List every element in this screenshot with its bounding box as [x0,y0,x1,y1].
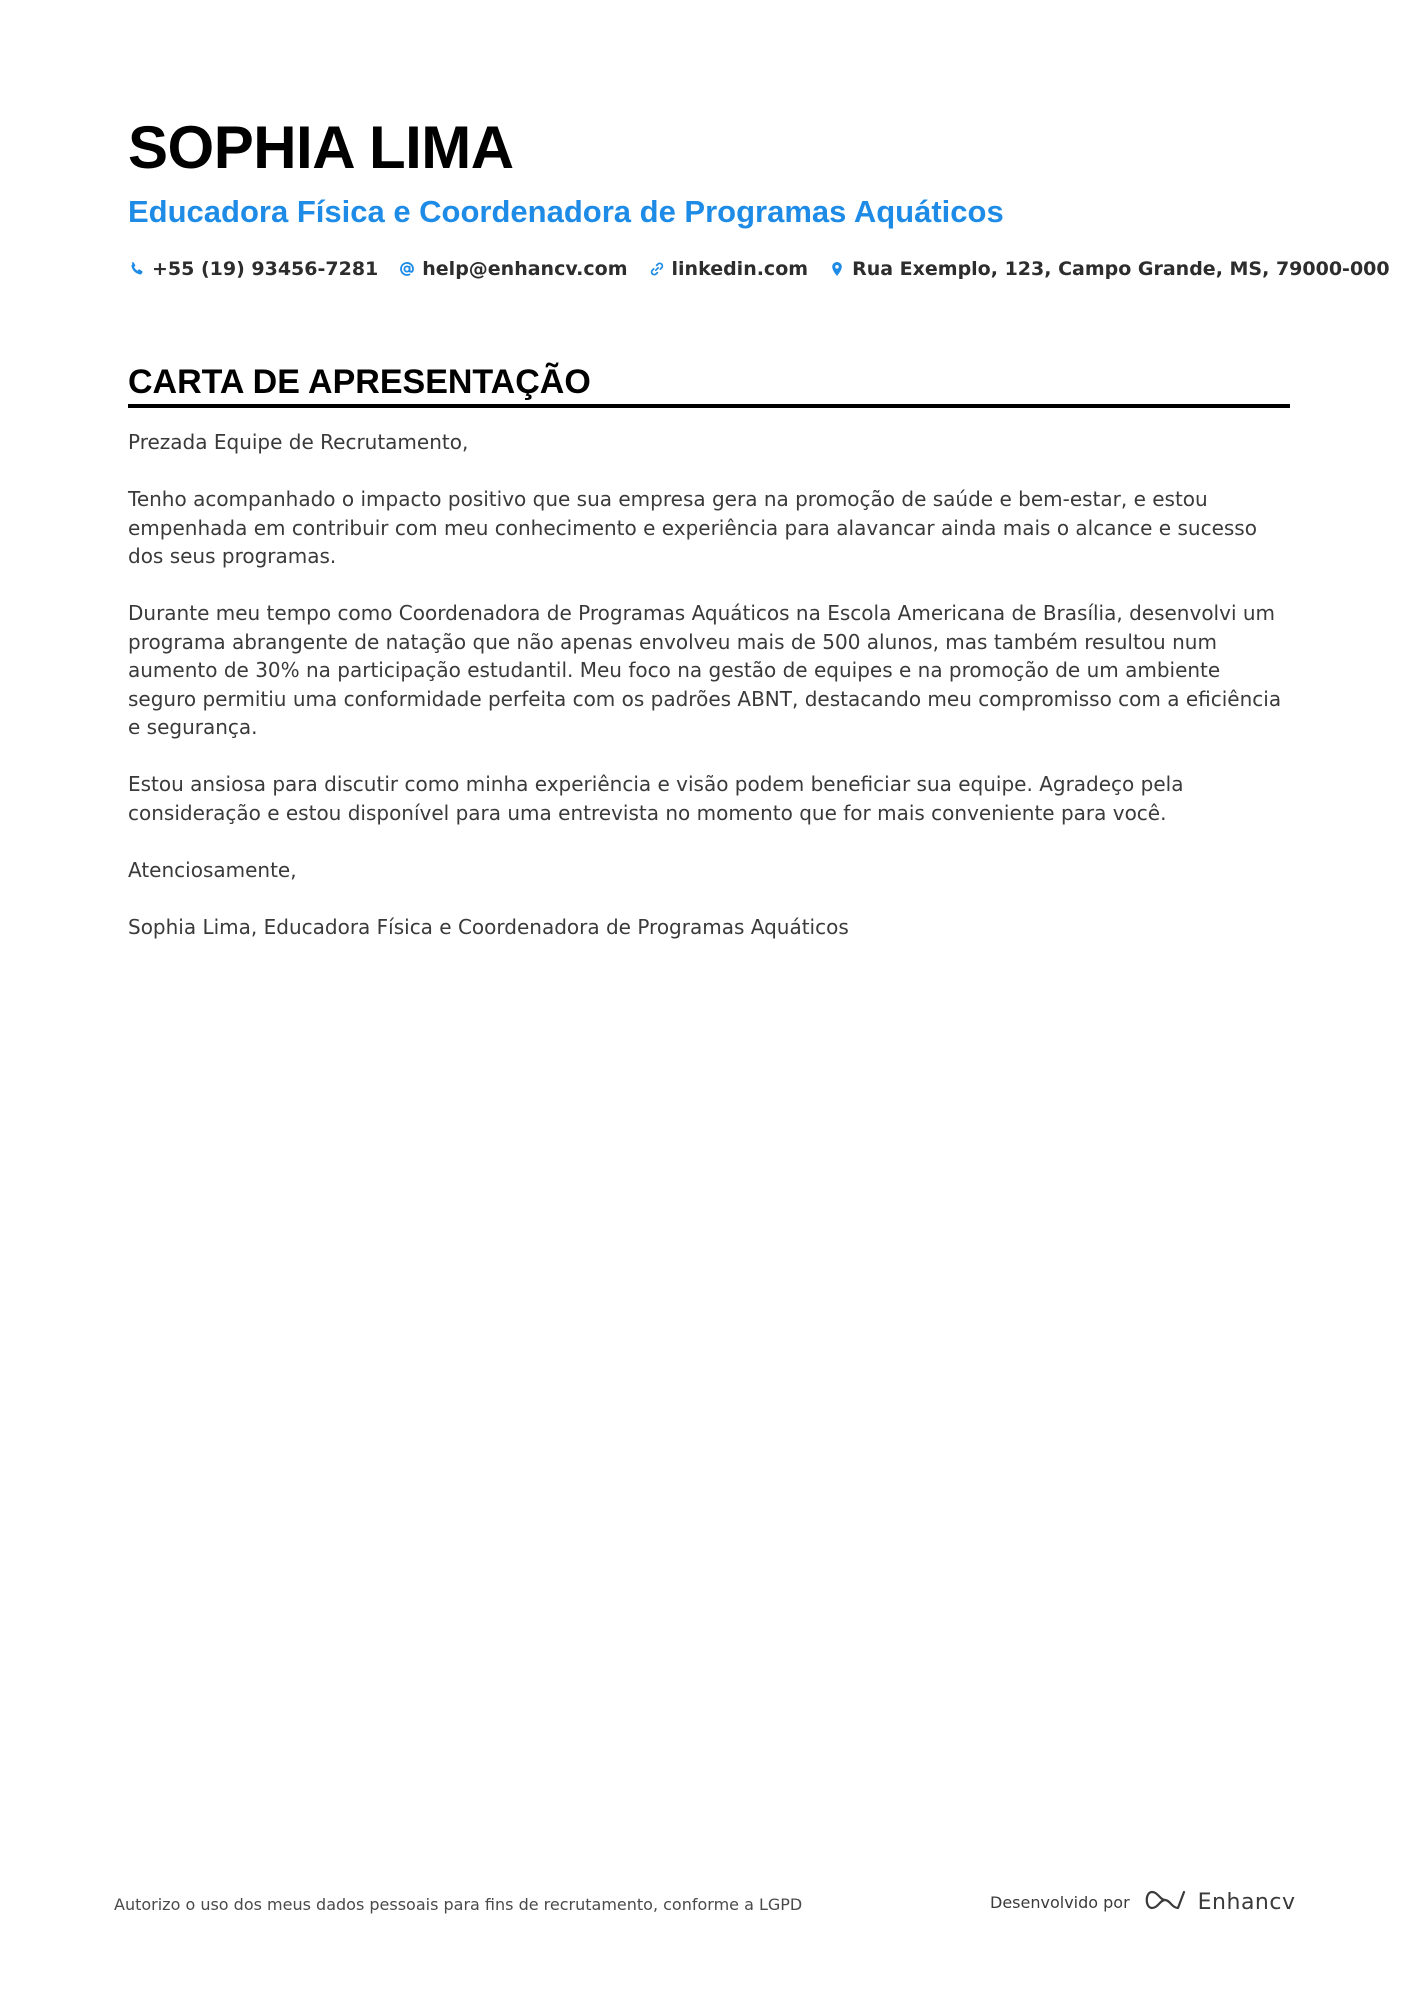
phone-text: +55 (19) 93456-7281 [152,258,379,280]
letter-signature: Sophia Lima, Educadora Física e Coordenadora de Programas Aquáticos [128,914,849,939]
candidate-title: Educadora Física e Coordenadora de Programas Aquáticos [128,194,1004,229]
contact-email[interactable] [398,258,627,280]
letter-paragraph-1: Tenho acompanhado o impacto positivo que sua empresa gera na promoção de saúde e bem-estar, e estou empenhada em contribuir com meu conhecimento e experiência para alavancar ainda mais o alcance e sucesso dos seus programas. [128,487,1257,568]
powered-by[interactable] [990,1884,1295,1920]
consent-notice: Autorizo o uso dos meus dados pessoais para fins de recrutamento, conforme a LGPD [114,1895,803,1914]
letter-greeting: Prezada Equipe de Recrutamento, [128,430,469,454]
letter-paragraph-2: Durante meu tempo como Coordenadora de Programas Aquáticos na Escola Americana de Brasília, desenvolvi um programa abrangente de natação que não apenas envolveu mais de 500 alunos, mas também resultou num aumento de 30% na participação estudantil. Meu foco na gestão de equipes e na promoção de um ambiente seguro permitiu uma conformidade perfeita com os padrões ABNT, destacando meu compromisso com a eficiência e segurança. [128,601,1282,739]
email-text: help@enhancv.com [422,258,628,280]
enhancv-logo-icon [1142,1887,1188,1917]
contact-address [828,258,1390,280]
letter-paragraph-3: Estou ansiosa para discutir como minha experiência e visão podem beneficiar sua equipe. Agradeço pela consideração e estou disponível para uma entrevista no momento que for mais conveniente para você. [128,772,1184,825]
contact-linkedin[interactable] [648,258,809,280]
address-text: Rua Exemplo, 123, Campo Grande, MS, 79000-000 [852,258,1390,280]
candidate-name: SOPHIA LIMA [128,114,514,181]
phone-icon [128,260,146,278]
link-icon [648,260,666,278]
letter-closing: Atenciosamente, [128,857,297,882]
location-pin-icon [828,260,846,278]
powered-by-label: Desenvolvido por [990,1892,1130,1912]
at-icon [398,260,416,278]
contact-phone [128,258,378,280]
section-title: CARTA DE APRESENTAÇÃO [128,362,1290,408]
contact-bar [128,254,1390,284]
enhancv-brand: Enhancv [1197,1889,1296,1915]
letter-body [128,428,1290,941]
linkedin-text: linkedin.com [671,258,809,280]
cover-letter-page [128,108,1390,970]
